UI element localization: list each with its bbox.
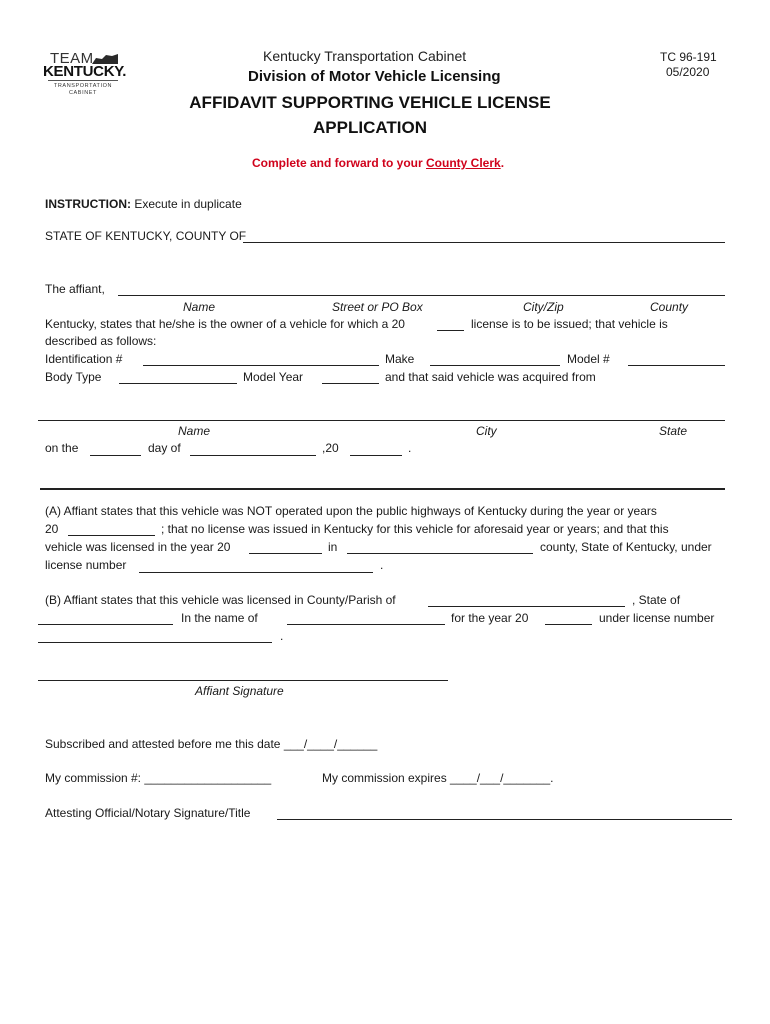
section-a-license-label: license number — [45, 558, 127, 572]
logo-team-text: TEAM — [50, 50, 94, 67]
agency-name: Kentucky Transportation Cabinet — [263, 48, 467, 64]
licensed-county-field[interactable] — [347, 553, 533, 554]
acq-col-state: State — [659, 424, 688, 438]
identification-field[interactable] — [143, 365, 379, 366]
col-name-label: Name — [183, 300, 216, 314]
logo-sub-2: CABINET — [68, 90, 98, 96]
title-line-2: APPLICATION — [313, 118, 427, 137]
section-b-license-field[interactable] — [38, 642, 272, 643]
not-operated-years-field[interactable] — [68, 535, 155, 536]
body-type-field[interactable] — [119, 383, 237, 384]
title-line-1: AFFIDAVIT SUPPORTING VEHICLE LICENSE — [189, 93, 551, 112]
instruction-text: Execute in duplicate — [131, 197, 242, 211]
subscribed-date[interactable]: Subscribed and attested before me this date ___/____/______ — [45, 737, 378, 751]
notice-suffix: . — [500, 156, 505, 170]
model-label: Model # — [567, 352, 610, 366]
notice-prefix: Complete and forward to your — [252, 156, 427, 170]
col-street-label: Street or PO Box — [332, 300, 423, 314]
logo-kentucky-text: KENTUCKY. — [43, 63, 127, 80]
identification-label: Identification # — [45, 352, 123, 366]
owner-text-a: Kentucky, states that he/she is the owner of a vehicle for which a 20 — [45, 317, 405, 331]
described-text: described as follows: — [45, 334, 157, 348]
affiant-address-field[interactable] — [118, 295, 725, 296]
year-field[interactable] — [350, 455, 402, 456]
model-year-label: Model Year — [243, 370, 304, 384]
body-type-label: Body Type — [45, 370, 102, 384]
section-b-year-field[interactable] — [545, 624, 592, 625]
affiant-signature-field[interactable] — [38, 680, 448, 681]
section-a-license-field[interactable] — [139, 572, 373, 573]
commission-expires[interactable]: My commission expires ____/___/_______. — [322, 771, 554, 785]
section-b-year-label: for the year 20 — [451, 611, 529, 625]
licensed-year-field[interactable] — [249, 553, 322, 554]
make-field[interactable] — [430, 365, 560, 366]
section-a-in: in — [328, 540, 338, 554]
acquired-from-field[interactable] — [38, 420, 725, 421]
on-the-label: on the — [45, 441, 79, 455]
acq-col-name: Name — [178, 424, 211, 438]
col-cityzip-label: City/Zip — [523, 300, 564, 314]
owner-text-b: license is to be issued; that vehicle is — [471, 317, 668, 331]
section-a-line2: ; that no license was issued in Kentucky for this vehicle for aforesaid year or years; and that this — [161, 522, 669, 536]
section-b-license-label: under license number — [599, 611, 715, 625]
attesting-label: Attesting Official/Notary Signature/Title — [45, 806, 251, 820]
col-county-label: County — [650, 300, 689, 314]
division-name: Division of Motor Vehicle Licensing — [248, 68, 501, 85]
county-field[interactable] — [243, 242, 725, 243]
instruction — [45, 197, 242, 211]
acq-col-city: City — [476, 424, 497, 438]
logo-sub-1: TRANSPORTATION — [53, 83, 113, 89]
acquired-label: and that said vehicle was acquired from — [385, 370, 596, 384]
section-b-name-label: In the name of — [181, 611, 258, 625]
form-date: 05/2020 — [666, 65, 710, 79]
section-b-line1a: (B) Affiant states that this vehicle was licensed in County/Parish of — [45, 593, 396, 607]
logo-divider — [48, 80, 118, 81]
affiant-signature-label: Affiant Signature — [195, 684, 284, 698]
state-county-label: STATE OF KENTUCKY, COUNTY OF — [45, 229, 247, 243]
day-of-label: day of — [148, 441, 181, 455]
section-a-period: . — [380, 558, 384, 572]
section-a-line1: (A) Affiant states that this vehicle was NOT operated upon the public highways of Kentucky during the year or years — [45, 504, 657, 518]
county-clerk-link[interactable]: County Clerk — [426, 156, 501, 170]
section-a-20: 20 — [45, 522, 59, 536]
county-parish-field[interactable] — [428, 606, 625, 607]
model-year-field[interactable] — [322, 383, 379, 384]
month-field[interactable] — [190, 455, 316, 456]
attesting-signature-field[interactable] — [277, 819, 732, 820]
instruction-label: INSTRUCTION: — [45, 197, 131, 211]
section-b-state-of: , State of — [632, 593, 681, 607]
model-field[interactable] — [628, 365, 725, 366]
day-field[interactable] — [90, 455, 141, 456]
section-divider — [40, 488, 725, 490]
date-period: . — [408, 441, 412, 455]
license-year-field[interactable] — [437, 330, 464, 331]
notice-text — [252, 156, 504, 170]
section-a-line3c: county, State of Kentucky, under — [540, 540, 712, 554]
page-title — [170, 90, 570, 140]
section-a-line3a: vehicle was licensed in the year 20 — [45, 540, 231, 554]
commission-number[interactable]: My commission #: ___________________ — [45, 771, 272, 785]
year-prefix-label: ,20 — [322, 441, 339, 455]
affiant-label: The affiant, — [45, 282, 105, 296]
name-of-field[interactable] — [287, 624, 445, 625]
form-number: TC 96-191 — [660, 50, 717, 64]
make-label: Make — [385, 352, 415, 366]
section-b-period: . — [280, 629, 284, 643]
state-of-field[interactable] — [38, 624, 173, 625]
